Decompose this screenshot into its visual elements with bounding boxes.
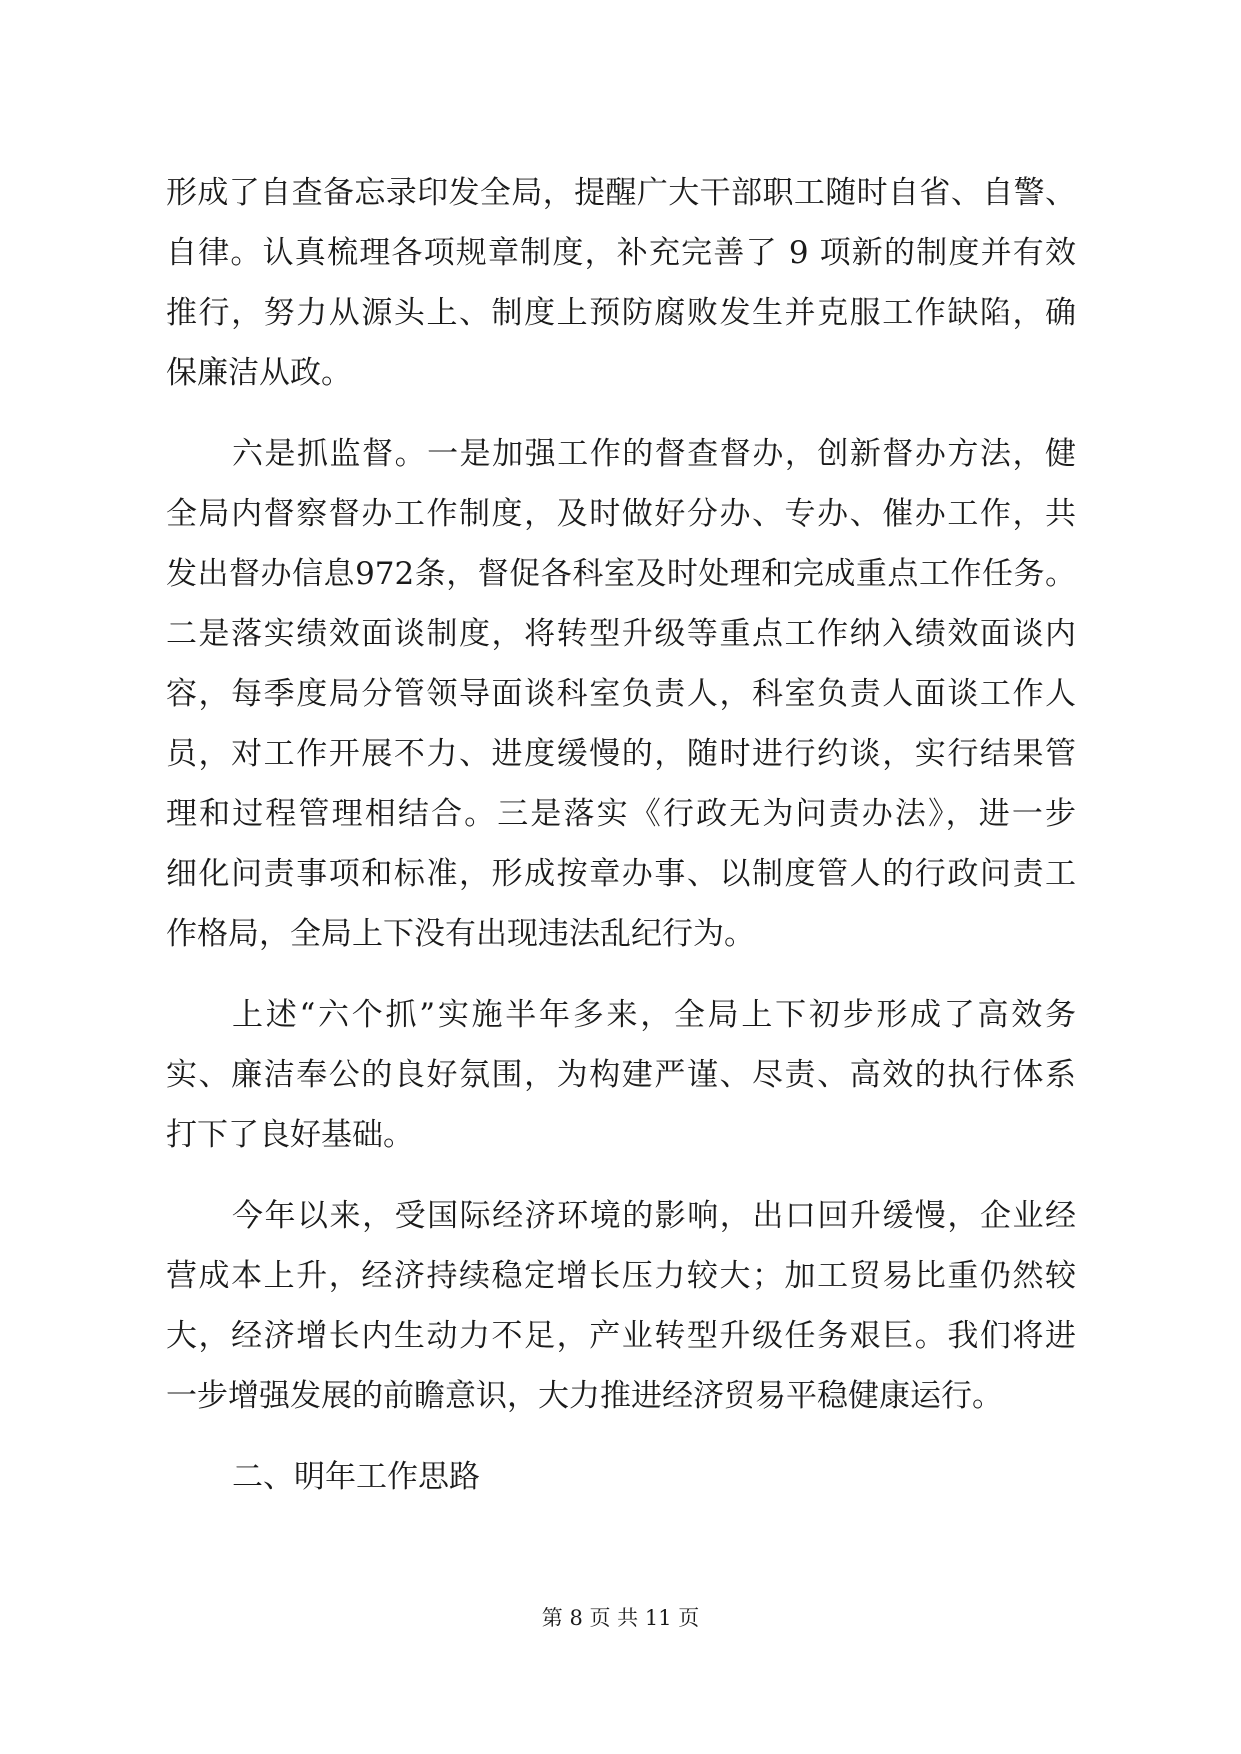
text-line-9: 容，每季度局分管领导面谈科室负责人，科室负责人面谈工作人 <box>166 676 1076 712</box>
text-line-13: 作格局，全局上下没有出现违法乱纪行为。 <box>166 916 755 952</box>
page-number-footer: 第 8 页 共 11 页 <box>541 1606 700 1630</box>
text-line-4: 保廉洁从政。 <box>166 355 352 391</box>
text-line-7: 发出督办信息972条，督促各科室及时处理和完成重点工作任务。 <box>166 556 1076 592</box>
text-line-2: 自律。认真梳理各项规章制度，补充完善了 9 项新的制度并有效 <box>166 235 1076 271</box>
text-line-11: 理和过程管理相结合。三是落实《行政无为问责办法》，进一步 <box>166 796 1076 832</box>
text-line-17: 今年以来，受国际经济环境的影响，出口回升缓慢，企业经 <box>232 1198 1076 1234</box>
text-line-19: 大，经济增长内生动力不足，产业转型升级任务艰巨。我们将进 <box>166 1318 1076 1354</box>
text-line-8: 二是落实绩效面谈制度，将转型升级等重点工作纳入绩效面谈内 <box>166 616 1076 652</box>
text-line-20: 一步增强发展的前瞻意识，大力推进经济贸易平稳健康运行。 <box>166 1378 1003 1414</box>
text-line-14: 上述“六个抓”实施半年多来，全局上下初步形成了高效务 <box>232 997 1076 1033</box>
text-line-15: 实、廉洁奉公的良好氛围，为构建严谨、尽责、高效的执行体系 <box>166 1057 1076 1093</box>
text-line-6: 全局内督察督办工作制度，及时做好分办、专办、催办工作，共 <box>166 496 1076 532</box>
section-heading: 二、明年工作思路 <box>232 1459 480 1495</box>
text-line-1: 形成了自查备忘录印发全局，提醒广大干部职工随时自省、自警、 <box>166 175 1076 211</box>
text-line-18: 营成本上升，经济持续稳定增长压力较大；加工贸易比重仍然较 <box>166 1258 1076 1294</box>
text-line-10: 员，对工作开展不力、进度缓慢的，随时进行约谈，实行结果管 <box>166 736 1076 772</box>
text-line-16: 打下了良好基础。 <box>166 1117 414 1153</box>
text-line-5: 六是抓监督。一是加强工作的督查督办，创新督办方法，健 <box>232 436 1076 472</box>
text-line-3: 推行，努力从源头上、制度上预防腐败发生并克服工作缺陷，确 <box>166 295 1076 331</box>
text-line-12: 细化问责事项和标准，形成按章办事、以制度管人的行政问责工 <box>166 856 1076 892</box>
